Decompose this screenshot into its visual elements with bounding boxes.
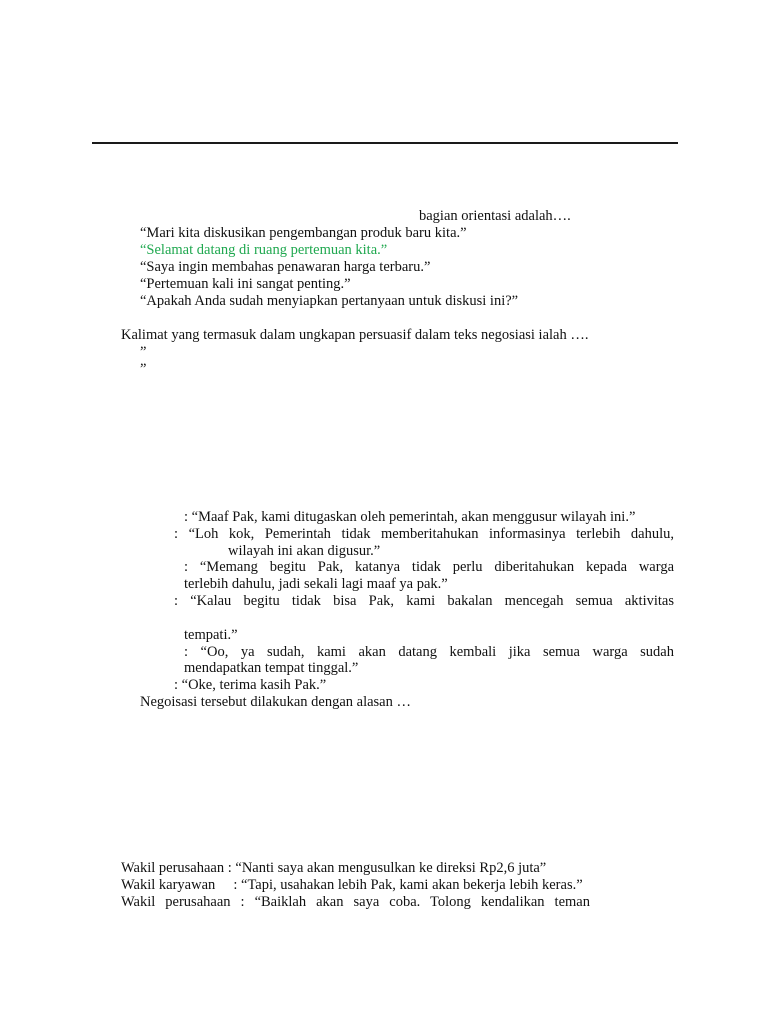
dialogue-line-3: : “Memang begitu Pak, katanya tidak perlu diberitahukan kepada warga [184,559,674,575]
dialogue-line-6: : “Oke, terima kasih Pak.” [174,677,327,693]
q1-option-b-highlighted: “Selamat datang di ruang pertemuan kita.” [140,242,388,258]
dialogue-line-4-cont: tempati.” [184,627,238,643]
q1-option-a: “Mari kita diskusikan pengembangan produk baru kita.” [140,225,467,241]
q3-stem: Negoisasi tersebut dilakukan dengan alasan … [140,694,411,710]
dialogue-line-5-cont: mendapatkan tempat tinggal.” [184,660,359,676]
dialogue-line-3-cont: terlebih dahulu, jadi sekali lagi maaf ya pak.” [184,576,448,592]
q2-option-b: ” [140,361,147,377]
q1-option-c: “Saya ingin membahas penawaran harga terbaru.” [140,259,431,275]
q4-line-2: Wakil karyawan : “Tapi, usahakan lebih Pak, kami akan bekerja lebih keras.” [121,877,583,893]
q1-option-e: “Apakah Anda sudah menyiapkan pertanyaan untuk diskusi ini?” [140,293,519,309]
q2-stem: Kalimat yang termasuk dalam ungkapan persuasif dalam teks negosiasi ialah …. [121,327,589,343]
dialogue-line-2: : “Loh kok, Pemerintah tidak memberitahukan informasinya terlebih dahulu, [174,526,674,542]
q2-option-a: ” [140,344,147,360]
q1-option-d: “Pertemuan kali ini sangat penting.” [140,276,351,292]
q4-line-1: Wakil perusahaan : “Nanti saya akan mengusulkan ke direksi Rp2,6 juta” [121,860,547,876]
dialogue-line-5: : “Oo, ya sudah, kami akan datang kembali jika semua warga sudah [184,644,674,660]
dialogue-line-4: : “Kalau begitu tidak bisa Pak, kami bakalan mencegah semua aktivitas [174,593,674,609]
header-rule [92,142,678,144]
q4-line-3: Wakil perusahaan : “Baiklah akan saya coba. Tolong kendalikan teman [121,894,590,910]
dialogue-line-2-cont: wilayah ini akan digusur.” [228,543,381,559]
dialogue-line-1: : “Maaf Pak, kami ditugaskan oleh pemerintah, akan menggusur wilayah ini.” [184,509,636,525]
q1-stem: bagian orientasi adalah…. [419,208,571,224]
